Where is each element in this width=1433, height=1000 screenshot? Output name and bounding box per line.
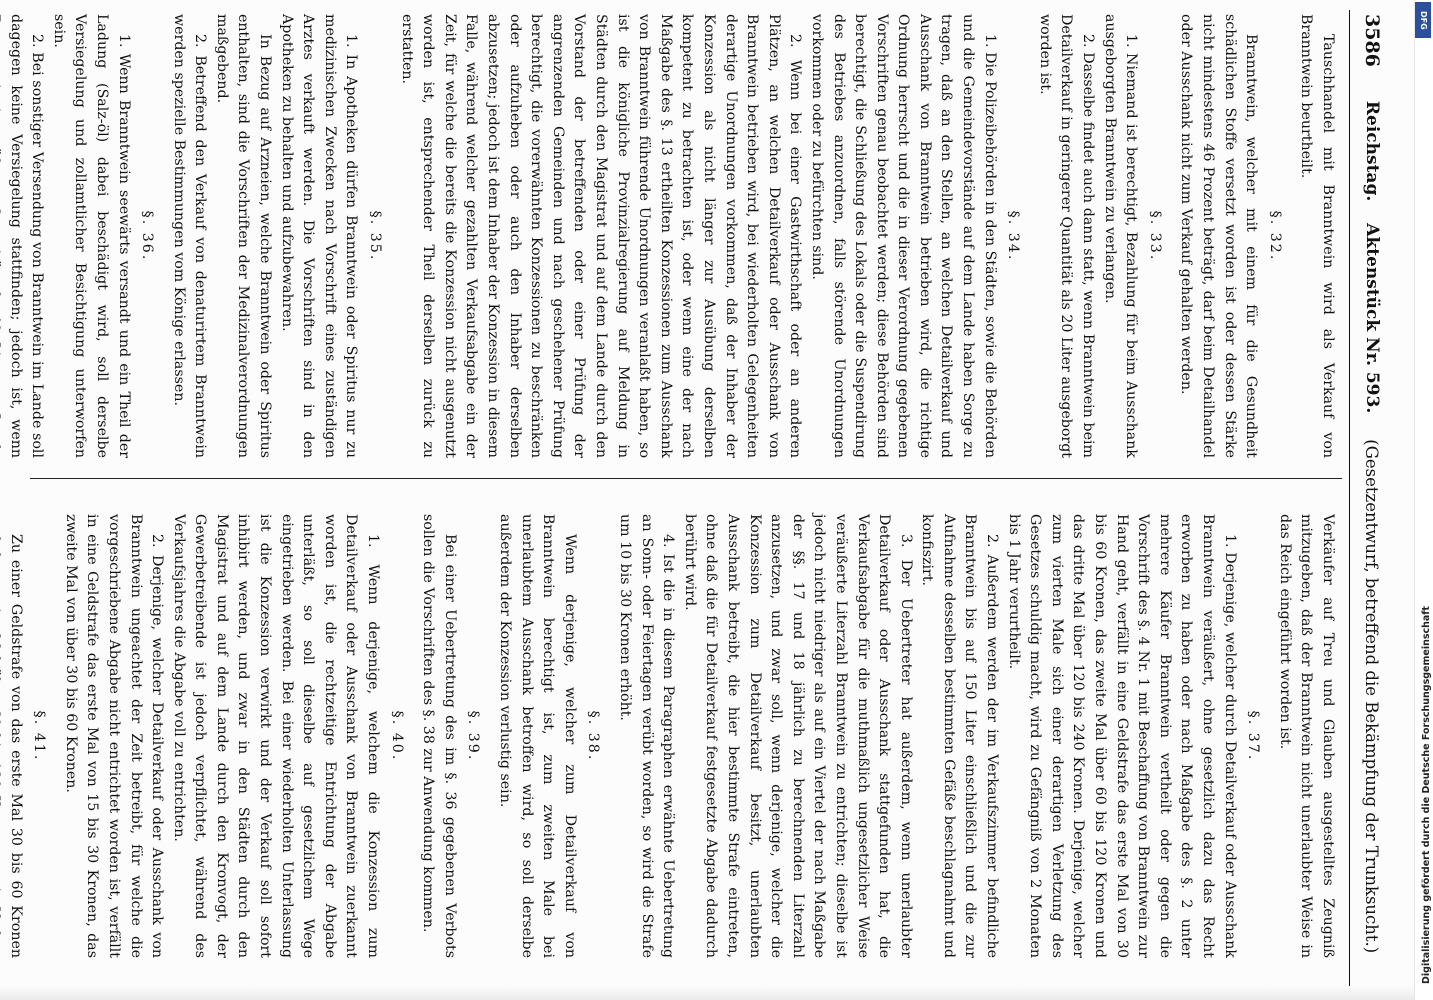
section-heading: §. 38. [585, 710, 602, 762]
document-number: Aktenstück Nr. 593. [1361, 223, 1382, 414]
paragraph: 2. Dasselbe findet auch dann statt, wenn Branntwein beim Detailverkauf in geringerer Quantität als 20 Liter ausgeborgt worden ist. [1036, 14, 1097, 458]
rotated-page-content [7, 0, 1400, 1000]
paragraph: Tauschhandel mit Branntwein wird als Verkauf von Branntwein beurtheilt. [1298, 14, 1336, 458]
paragraph: 1. Die Polizeibehörden in den Städten, sowie die Behörden und die Gemeindevorstände auf dem Lande haben Sorge zu tragen, daß an den Stellen, an welchen Detailverkauf und Ausschank von Branntwein betrieben wird, die richtige Ordnung herrscht und die in dieser Verordnung gegebenen Vorschriften genau beobachtet werden; diese Behörden sind berechtigt, die Schließung des Lokals oder die Suspendirung des Betriebes anzuordnen, falls störende Unordnungen vorkommen oder zu befürchten sind. [808, 14, 998, 458]
dfg-logo: DFG [1415, 2, 1431, 38]
paragraph: 1. Wenn derjenige, welchem die Konzession zum Detailverkauf oder Ausschank von Branntwein zuerkannt worden ist, die rechtzeitige Entrichtung der Abgabe unterläßt, so soll dieselbe auf gesetzlichem Wege eingetrieben werden. Bei einer wiederholten Unterlassung ist die Konzession verwirkt und der Verkauf soll sofort inhibirt werden, und zwar in den Städten durch den Magistrat und auf dem Lande durch den Kronvogt, der Gewerbetreibende ist jedoch verpflichtet, während des Verkaufsjahres die Abgabe voll zu entrichten. [170, 514, 382, 958]
paragraph: Verkäufer auf Treu und Glauben ausgestelltes Zeugniß mitzugeben, daß der Branntwein nicht unerlaubter Weise in das Reich eingeführt worden ist. [1276, 514, 1336, 958]
paragraph: 2. Außerdem werden der im Verkaufszimmer befindliche Branntwein bis auf 150 Liter einschließlich und die zur Aufnahme desselben bestimmten Gefäße beschlagnahmt und konfiszirt. [919, 514, 1001, 958]
page-number: 3586 [1360, 14, 1383, 67]
section-heading: §. 41. [31, 710, 48, 762]
page-header [1354, 14, 1388, 990]
section-heading: §. 35. [367, 210, 384, 262]
paragraph: 2. Derjenige, welcher Detailverkauf oder Ausschank von Branntwein ungeachtet der Zeit betreibt, für welche die vorgeschriebene Abgabe nicht entrichtet worden ist, verfällt in eine Geldstrafe das erste Mal von 15 bis 30 Kronen, das zweite Mal von über 30 bis 60 Kronen. [62, 514, 166, 958]
paragraph: 2. Bei sonstiger Versendung von Branntwein im Lande soll dagegen keine Versiegelung stattfinden; jedoch ist, wenn [7, 14, 46, 458]
column-divider [30, 478, 1342, 479]
paragraph: In Bezug auf Arzneien, welche Branntwein oder Spiritus enthalten, sind die Vorschriften der Medizinalverordnungen maßgebend. [213, 14, 274, 458]
paragraph: 2. Wenn bei einer Gastwirthschaft oder an anderen Plätzen, an welchen Detailverkauf oder Ausschank von Branntwein betrieben wird, bei wiederholten Gelegenheiten derartige Unordnungen vorkommen, daß der Inhaber der Konzession als nicht länger zur Ausübung derselben kompetent zu betrachten ist, oder wenn eine der nach Maßgabe des §. 13 ertheilten Konzessionen zum Ausschank von Branntwein führende Unordnungen veranlaßt haben, so ist die königliche Provinzialregierung auf Meldung in Städten durch den Magistrat und auf dem Lande durch den Vorstand der betreffenden oder einer Prüfung der angrenzenden Gemeinden und nach geschehener Prüfung berechtigt, die vorerwähnten Konzessionen zu beschränken oder aufzuheben oder auch den Inhaber derselben abzusetzen; jedoch ist dem Inhaber der Konzession in diesem Falle, während welcher gezahlten Verkaufsabgabe ein der Zeit, für welche die bereits die Konzession nicht ausgenutzt worden ist, entsprechender Theil derselben zurück zu erstatten. [398, 14, 804, 458]
section-heading: §. 39. [465, 710, 482, 762]
paragraph: 2. Betreffend den Verkauf von denaturirtem Branntwein werden spezielle Bestimmungen vom Könige erlassen. [170, 14, 209, 458]
paragraph: 1. Derjenige, welcher durch Detailverkauf oder Ausschank Branntwein veräußert, ohne gesetzlich dazu das Recht erworben zu haben oder nach Maßgabe des §. 2 unter mehrere Käufer Branntwein vertheilt oder gegen die Vorschrift des §. 4 Nr. 1 mit Beschaffung von Branntwein zur Hand geht, verfällt in eine Geldstrafe das erste Mal von 30 bis 60 Kronen, das zweite Mal über 60 bis 120 Kronen und das dritte Mal über 120 bis 240 Kronen. Derjenige, welcher zum vierten Male sich einer derartigen Verletzung des Gesetzes schuldig macht, wird zu Gefängniß von 2 Monaten bis 1 Jahr verurtheilt. [1005, 514, 1238, 958]
section-heading: §. 32. [1266, 210, 1283, 262]
paragraph: 4. Ist die in diesem Paragraphen erwähnte Uebertretung an Sonn- oder Feiertagen verübt worden, so wird die Strafe um 10 bis 30 Kronen erhöht. [617, 514, 677, 958]
digitization-notice: Digitalisierung gefördert durch die Deutsche Forschungsgemeinschaft [1421, 606, 1432, 984]
header-rule [1349, 10, 1350, 990]
left-column [7, 14, 1338, 458]
paragraph: 1. Niemand ist berechtigt, Bezahlung für beim Ausschank ausgeborgten Branntwein zu verlangen. [1101, 14, 1140, 458]
paragraph: Bei einer Uebertretung des im §. 36 gegebenen Verbots sollen die Vorschriften des §. 38 zur Anwendung kommen. [420, 514, 458, 958]
section-heading: §. 36. [139, 210, 156, 262]
source-label: Reichstag. [1361, 100, 1382, 202]
paragraph: 1. Wenn Branntwein seewärts versandt und ein Theil der Ladung (Salz-öl) dabei beschädigt wird, soll derselbe Versiegelung und zollamtlicher Besichtigung unterworfen sein. [50, 14, 132, 458]
paragraph: Wenn derjenige, welcher zum Detailverkauf von Branntwein berechtigt ist, zum zweiten Male bei unerlaubtem Ausschank betroffen wird, so soll derselbe außerdem der Konzession verlustig sein. [497, 514, 578, 958]
paragraph: Branntwein, welcher mit einem für die Gesundheit schädlichen Stoffe versetzt worden ist oder dessen Stärke nicht mindestens 46 Prozent beträgt, darf beim Detailhandel oder Ausschank nicht zum Verkauf gehalten werden. [1178, 14, 1260, 458]
section-heading: §. 37. [1245, 710, 1262, 762]
paragraph: 3. Der Uebertreter hat außerdem, wenn unerlaubter Detailverkauf oder Ausschank stattgefunden hat, die Verkaufsabgabe für die muthmaßlich ungesetzlicher Weise veräußerte Literzahl Branntwein zu entrichten; dieselbe ist jedoch nicht niedriger als auf ein Viertel der nach Maßgabe der §§. 17 und 18 jährlich zu berechnenden Literzahl anzusetzen, und zwar soll, wenn derjenige, welcher die Konzession zum Detailverkauf besitzt, unerlaubten Ausschank betreibt, die hier bestimmte Strafe eintreten, ohne daß die für Detailverkauf festgesetzte Abgabe dadurch berührt wird. [681, 514, 914, 958]
document-title: (Gesetzentwurf, betreffend die Bekämpfung der Trunksucht.) [1361, 439, 1381, 954]
section-heading: §. 40. [388, 710, 405, 762]
section-heading: §. 33. [1146, 210, 1163, 262]
scan-bottom-edge [0, 986, 1432, 1000]
paragraph: 1. In Apotheken dürfen Branntwein oder Spiritus nur zu medizinischen Zwecken nach Vorschrift eines zuständigen Arztes verkauft werden. Die Vorschriften sind in den Apotheken zu behalten und aufzubewahren. [278, 14, 360, 458]
section-heading: §. 34. [1005, 210, 1022, 262]
right-column [7, 514, 1338, 958]
paragraph: Zu einer Geldstrafe von das erste Mal 30 bis 60 Kronen [7, 534, 24, 958]
